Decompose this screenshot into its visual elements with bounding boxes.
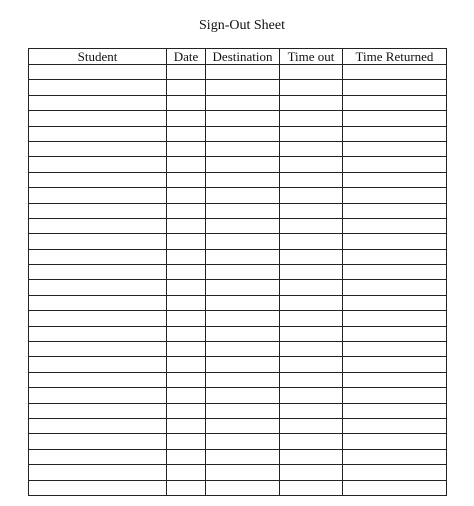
cell-time-out	[280, 434, 343, 449]
cell-time-out	[280, 357, 343, 372]
column-header-destination: Destination	[206, 49, 280, 65]
cell-time-out	[280, 418, 343, 433]
cell-time-returned	[343, 357, 447, 372]
column-header-time-out: Time out	[280, 49, 343, 65]
cell-time-out	[280, 80, 343, 95]
cell-time-returned	[343, 342, 447, 357]
cell-student	[29, 95, 167, 110]
table-row	[29, 342, 447, 357]
cell-time-out	[280, 218, 343, 233]
cell-date	[167, 342, 206, 357]
cell-date	[167, 172, 206, 187]
cell-destination	[206, 249, 280, 264]
cell-time-out	[280, 280, 343, 295]
cell-date	[167, 111, 206, 126]
cell-date	[167, 403, 206, 418]
cell-destination	[206, 403, 280, 418]
cell-student	[29, 111, 167, 126]
table-row	[29, 111, 447, 126]
cell-time-returned	[343, 188, 447, 203]
table-body	[29, 65, 447, 496]
cell-student	[29, 280, 167, 295]
cell-student	[29, 480, 167, 495]
cell-destination	[206, 157, 280, 172]
cell-date	[167, 418, 206, 433]
cell-time-out	[280, 480, 343, 495]
cell-destination	[206, 126, 280, 141]
table-row	[29, 172, 447, 187]
cell-date	[167, 65, 206, 80]
cell-time-returned	[343, 295, 447, 310]
cell-date	[167, 311, 206, 326]
cell-time-returned	[343, 326, 447, 341]
sign-out-table	[28, 48, 447, 496]
table-row	[29, 265, 447, 280]
sheet-title: Sign-Out Sheet	[199, 18, 285, 33]
cell-student	[29, 342, 167, 357]
cell-time-returned	[343, 126, 447, 141]
table-row	[29, 188, 447, 203]
cell-student	[29, 141, 167, 156]
cell-time-returned	[343, 434, 447, 449]
cell-time-returned	[343, 95, 447, 110]
cell-time-out	[280, 342, 343, 357]
cell-destination	[206, 141, 280, 156]
cell-student	[29, 234, 167, 249]
cell-time-returned	[343, 403, 447, 418]
cell-destination	[206, 357, 280, 372]
table-row	[29, 449, 447, 464]
cell-time-returned	[343, 418, 447, 433]
cell-date	[167, 126, 206, 141]
table-row	[29, 141, 447, 156]
cell-time-returned	[343, 218, 447, 233]
cell-student	[29, 65, 167, 80]
cell-destination	[206, 480, 280, 495]
table-row	[29, 357, 447, 372]
cell-student	[29, 388, 167, 403]
table-row	[29, 95, 447, 110]
cell-date	[167, 326, 206, 341]
cell-time-returned	[343, 234, 447, 249]
cell-student	[29, 157, 167, 172]
cell-time-returned	[343, 372, 447, 387]
cell-time-returned	[343, 157, 447, 172]
cell-student	[29, 203, 167, 218]
cell-date	[167, 280, 206, 295]
cell-destination	[206, 295, 280, 310]
cell-student	[29, 172, 167, 187]
cell-destination	[206, 203, 280, 218]
cell-time-out	[280, 234, 343, 249]
cell-student	[29, 372, 167, 387]
cell-time-out	[280, 203, 343, 218]
cell-destination	[206, 388, 280, 403]
cell-time-out	[280, 249, 343, 264]
cell-student	[29, 311, 167, 326]
table-row	[29, 280, 447, 295]
table-row	[29, 480, 447, 495]
cell-time-returned	[343, 111, 447, 126]
cell-time-out	[280, 95, 343, 110]
cell-student	[29, 188, 167, 203]
table-row	[29, 372, 447, 387]
cell-student	[29, 249, 167, 264]
cell-time-returned	[343, 65, 447, 80]
cell-destination	[206, 234, 280, 249]
table-row	[29, 465, 447, 480]
cell-destination	[206, 434, 280, 449]
table-header-row	[29, 49, 447, 65]
cell-destination	[206, 111, 280, 126]
cell-time-out	[280, 449, 343, 464]
table-row	[29, 157, 447, 172]
cell-date	[167, 434, 206, 449]
cell-destination	[206, 80, 280, 95]
table-row	[29, 126, 447, 141]
cell-time-out	[280, 141, 343, 156]
cell-destination	[206, 311, 280, 326]
cell-time-returned	[343, 388, 447, 403]
table-row	[29, 418, 447, 433]
cell-student	[29, 357, 167, 372]
cell-student	[29, 295, 167, 310]
cell-date	[167, 449, 206, 464]
cell-time-out	[280, 111, 343, 126]
cell-destination	[206, 418, 280, 433]
cell-time-returned	[343, 249, 447, 264]
cell-time-out	[280, 311, 343, 326]
cell-time-out	[280, 372, 343, 387]
cell-time-out	[280, 172, 343, 187]
cell-time-returned	[343, 280, 447, 295]
cell-time-returned	[343, 265, 447, 280]
cell-time-out	[280, 403, 343, 418]
column-header-time-returned: Time Returned	[343, 49, 447, 65]
cell-student	[29, 326, 167, 341]
cell-student	[29, 449, 167, 464]
cell-date	[167, 295, 206, 310]
cell-student	[29, 434, 167, 449]
cell-time-returned	[343, 172, 447, 187]
cell-destination	[206, 372, 280, 387]
cell-time-out	[280, 326, 343, 341]
cell-time-returned	[343, 311, 447, 326]
table-row	[29, 311, 447, 326]
table-row	[29, 249, 447, 264]
cell-date	[167, 141, 206, 156]
cell-time-returned	[343, 449, 447, 464]
table-row	[29, 403, 447, 418]
table-row	[29, 65, 447, 80]
cell-date	[167, 203, 206, 218]
cell-destination	[206, 465, 280, 480]
table-row	[29, 80, 447, 95]
cell-time-out	[280, 465, 343, 480]
cell-destination	[206, 65, 280, 80]
cell-student	[29, 403, 167, 418]
cell-time-returned	[343, 141, 447, 156]
cell-time-out	[280, 126, 343, 141]
cell-time-out	[280, 157, 343, 172]
cell-destination	[206, 95, 280, 110]
cell-date	[167, 80, 206, 95]
table-row	[29, 326, 447, 341]
cell-destination	[206, 342, 280, 357]
cell-time-out	[280, 265, 343, 280]
table-row	[29, 295, 447, 310]
cell-destination	[206, 188, 280, 203]
cell-destination	[206, 218, 280, 233]
table-row	[29, 218, 447, 233]
column-header-date: Date	[167, 49, 206, 65]
table-row	[29, 203, 447, 218]
cell-time-out	[280, 188, 343, 203]
table-row	[29, 434, 447, 449]
cell-time-out	[280, 388, 343, 403]
cell-time-returned	[343, 80, 447, 95]
cell-destination	[206, 265, 280, 280]
cell-destination	[206, 326, 280, 341]
cell-date	[167, 157, 206, 172]
cell-time-returned	[343, 465, 447, 480]
cell-student	[29, 80, 167, 95]
cell-date	[167, 465, 206, 480]
cell-date	[167, 95, 206, 110]
cell-student	[29, 418, 167, 433]
cell-student	[29, 126, 167, 141]
table-row	[29, 388, 447, 403]
cell-date	[167, 372, 206, 387]
cell-date	[167, 188, 206, 203]
cell-date	[167, 265, 206, 280]
cell-date	[167, 218, 206, 233]
cell-date	[167, 388, 206, 403]
table-row	[29, 234, 447, 249]
cell-time-returned	[343, 480, 447, 495]
cell-date	[167, 480, 206, 495]
cell-date	[167, 234, 206, 249]
cell-student	[29, 465, 167, 480]
cell-time-returned	[343, 203, 447, 218]
cell-student	[29, 265, 167, 280]
cell-date	[167, 249, 206, 264]
cell-time-out	[280, 65, 343, 80]
cell-time-out	[280, 295, 343, 310]
cell-date	[167, 357, 206, 372]
cell-student	[29, 218, 167, 233]
cell-destination	[206, 280, 280, 295]
cell-destination	[206, 172, 280, 187]
cell-destination	[206, 449, 280, 464]
column-header-student: Student	[29, 49, 167, 65]
